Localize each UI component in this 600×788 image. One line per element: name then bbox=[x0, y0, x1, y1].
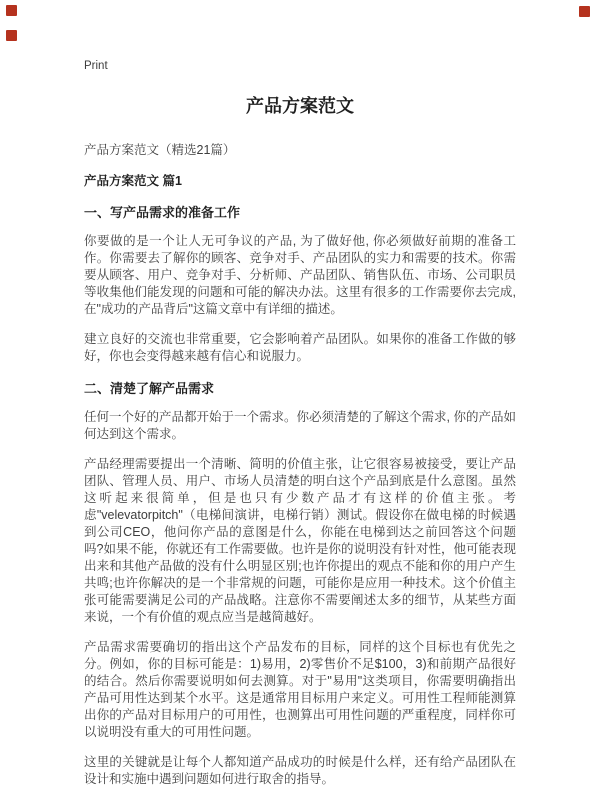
section-heading-2: 二、清楚了解产品需求 bbox=[84, 381, 215, 396]
part-label: 产品方案范文 篇1 bbox=[84, 174, 182, 188]
page-title: 产品方案范文 bbox=[246, 96, 354, 116]
paragraph: 产品需求需要确切的指出这个产品发布的目标，同样的这个目标也有优先之分。例如，你的目标可能是：1)易用，2)零售价不足$100，3)和前期产品很好的结合。然后你需要说明如何去测算。对于"易用"这类项目，你需要明确指出产品可用性达到某个水平。这是通常用目标用户来定义。可用性工程师能测算出你的产品对目标用户的可用性，也测算出可用性问题的严重程度，同样你可以说明没有重大的可用性问题。 bbox=[84, 640, 516, 739]
print-link[interactable]: Print bbox=[84, 60, 108, 72]
decoration-icon-top-left-1 bbox=[6, 5, 17, 16]
paragraph: 你要做的是一个让人无可争议的产品, 为了做好他, 你必须做好前期的准备工作。你需要去了解你的顾客、竞争对手、产品团队的实力和需要的技术。你需要从顾客、用户、竞争对手、分析师、产品团队、销售队伍、市场、公司职员等收集他们能发现的问题和可能的解决办法。这里有很多的工作需要你去完成,在"成功的产品背后"这篇文章中有详细的描述。 bbox=[84, 234, 516, 316]
section-heading-1: 一、写产品需求的准备工作 bbox=[84, 205, 241, 220]
paragraph: 任何一个好的产品都开始于一个需求。你必须清楚的了解这个需求, 你的产品如何达到这个需求。 bbox=[84, 410, 516, 441]
decoration-icon-top-right bbox=[579, 6, 590, 17]
paragraph: 这里的关键就是让每个人都知道产品成功的时候是什么样，还有给产品团队在设计和实施中遇到问题如何进行取舍的指导。 bbox=[84, 755, 516, 786]
decoration-icon-top-left-2 bbox=[6, 30, 17, 41]
paragraph: 产品经理需要提出一个清晰、简明的价值主张，让它很容易被接受，要让产品团队、管理人员、用户、市场人员清楚的明白这个产品到底是什么意图。虽然这听起来很简单，但是也只有少数产品才有这样的价值主张。考虑"velevatorpitch"（电梯间演讲，电梯行销）测试。假设你在做电梯的时候遇到公司CEO，他问你产品的意图是什么，你能在电梯到达之前回答这个问题吗?如果不能，你就还有工作需要做。也许是你的说明没有针对性，他可能表现出来和其他产品做的没有什么明显区别;也许你提出的观点不能和你的用户产生共鸣;也许你解决的是一个非常规的问题，可能你是应用一种技术。这个价值主张可能需要满足公司的产品战略。注意你不需要阐述太多的细节，从某些方面来说，一个有价值的观点应当是越简越好。 bbox=[84, 457, 516, 624]
paragraph: 建立良好的交流也非常重要，它会影响着产品团队。如果你的准备工作做的够好，你也会变得越来越有信心和说服力。 bbox=[84, 332, 516, 363]
page-subtitle: 产品方案范文（精选21篇） bbox=[84, 143, 236, 157]
